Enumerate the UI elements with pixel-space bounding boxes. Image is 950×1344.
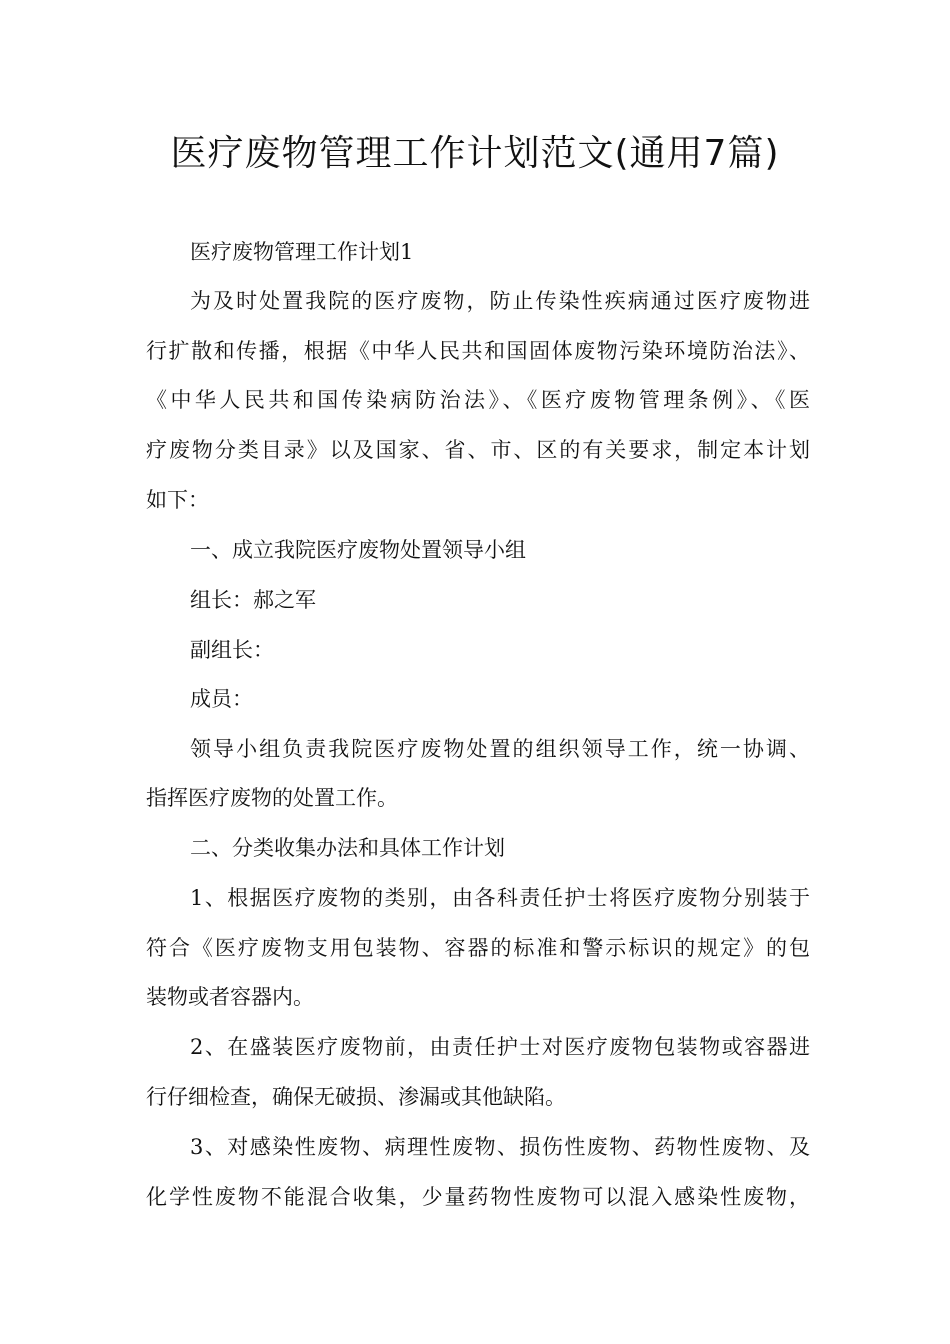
paragraph-line: 化学性废物不能混合收集，少量药物性废物可以混入感染性废物，	[146, 1185, 810, 1209]
paragraph-line: 为及时处置我院的医疗废物，防止传染性疾病通过医疗废物进	[190, 289, 810, 313]
paragraph-line: 3、对感染性废物、病理性废物、损伤性废物、药物性废物、及	[190, 1135, 810, 1159]
paragraph-line: 2、在盛装医疗废物前，由责任护士对医疗废物包装物或容器进	[190, 1035, 810, 1059]
paragraph-line: 《中华人民共和国传染病防治法》、《医疗废物管理条例》、《医	[146, 388, 810, 412]
paragraph-line: 1、根据医疗废物的类别，由各科责任护士将医疗废物分别装于	[190, 886, 810, 910]
document-title: 医疗废物管理工作计划范文(通用7篇)	[170, 133, 780, 174]
paragraph-line: 成员：	[190, 687, 253, 711]
paragraph-line: 领导小组负责我院医疗废物处置的组织领导工作，统一协调、	[190, 737, 810, 761]
paragraph-line: 行扩散和传播，根据《中华人民共和国固体废物污染环境防治法》、	[146, 339, 810, 363]
section-heading: 一、成立我院医疗废物处置领导小组	[190, 538, 526, 562]
section-heading: 二、分类收集办法和具体工作计划	[190, 836, 505, 860]
paragraph-line: 如下：	[146, 488, 209, 512]
paragraph-line: 行仔细检查，确保无破损、渗漏或其他缺陷。	[146, 1085, 566, 1109]
paragraph-line: 疗废物分类目录》以及国家、省、市、区的有关要求，制定本计划	[146, 438, 810, 462]
paragraph-line: 装物或者容器内。	[146, 985, 314, 1009]
paragraph-line: 符合《医疗废物支用包装物、容器的标准和警示标识的规定》的包	[146, 936, 810, 960]
section-heading: 医疗废物管理工作计划1	[190, 240, 414, 264]
paragraph-line: 副组长：	[190, 638, 274, 662]
paragraph-line: 组长：郝之军	[190, 588, 316, 612]
paragraph-line: 指挥医疗废物的处置工作。	[146, 786, 398, 810]
